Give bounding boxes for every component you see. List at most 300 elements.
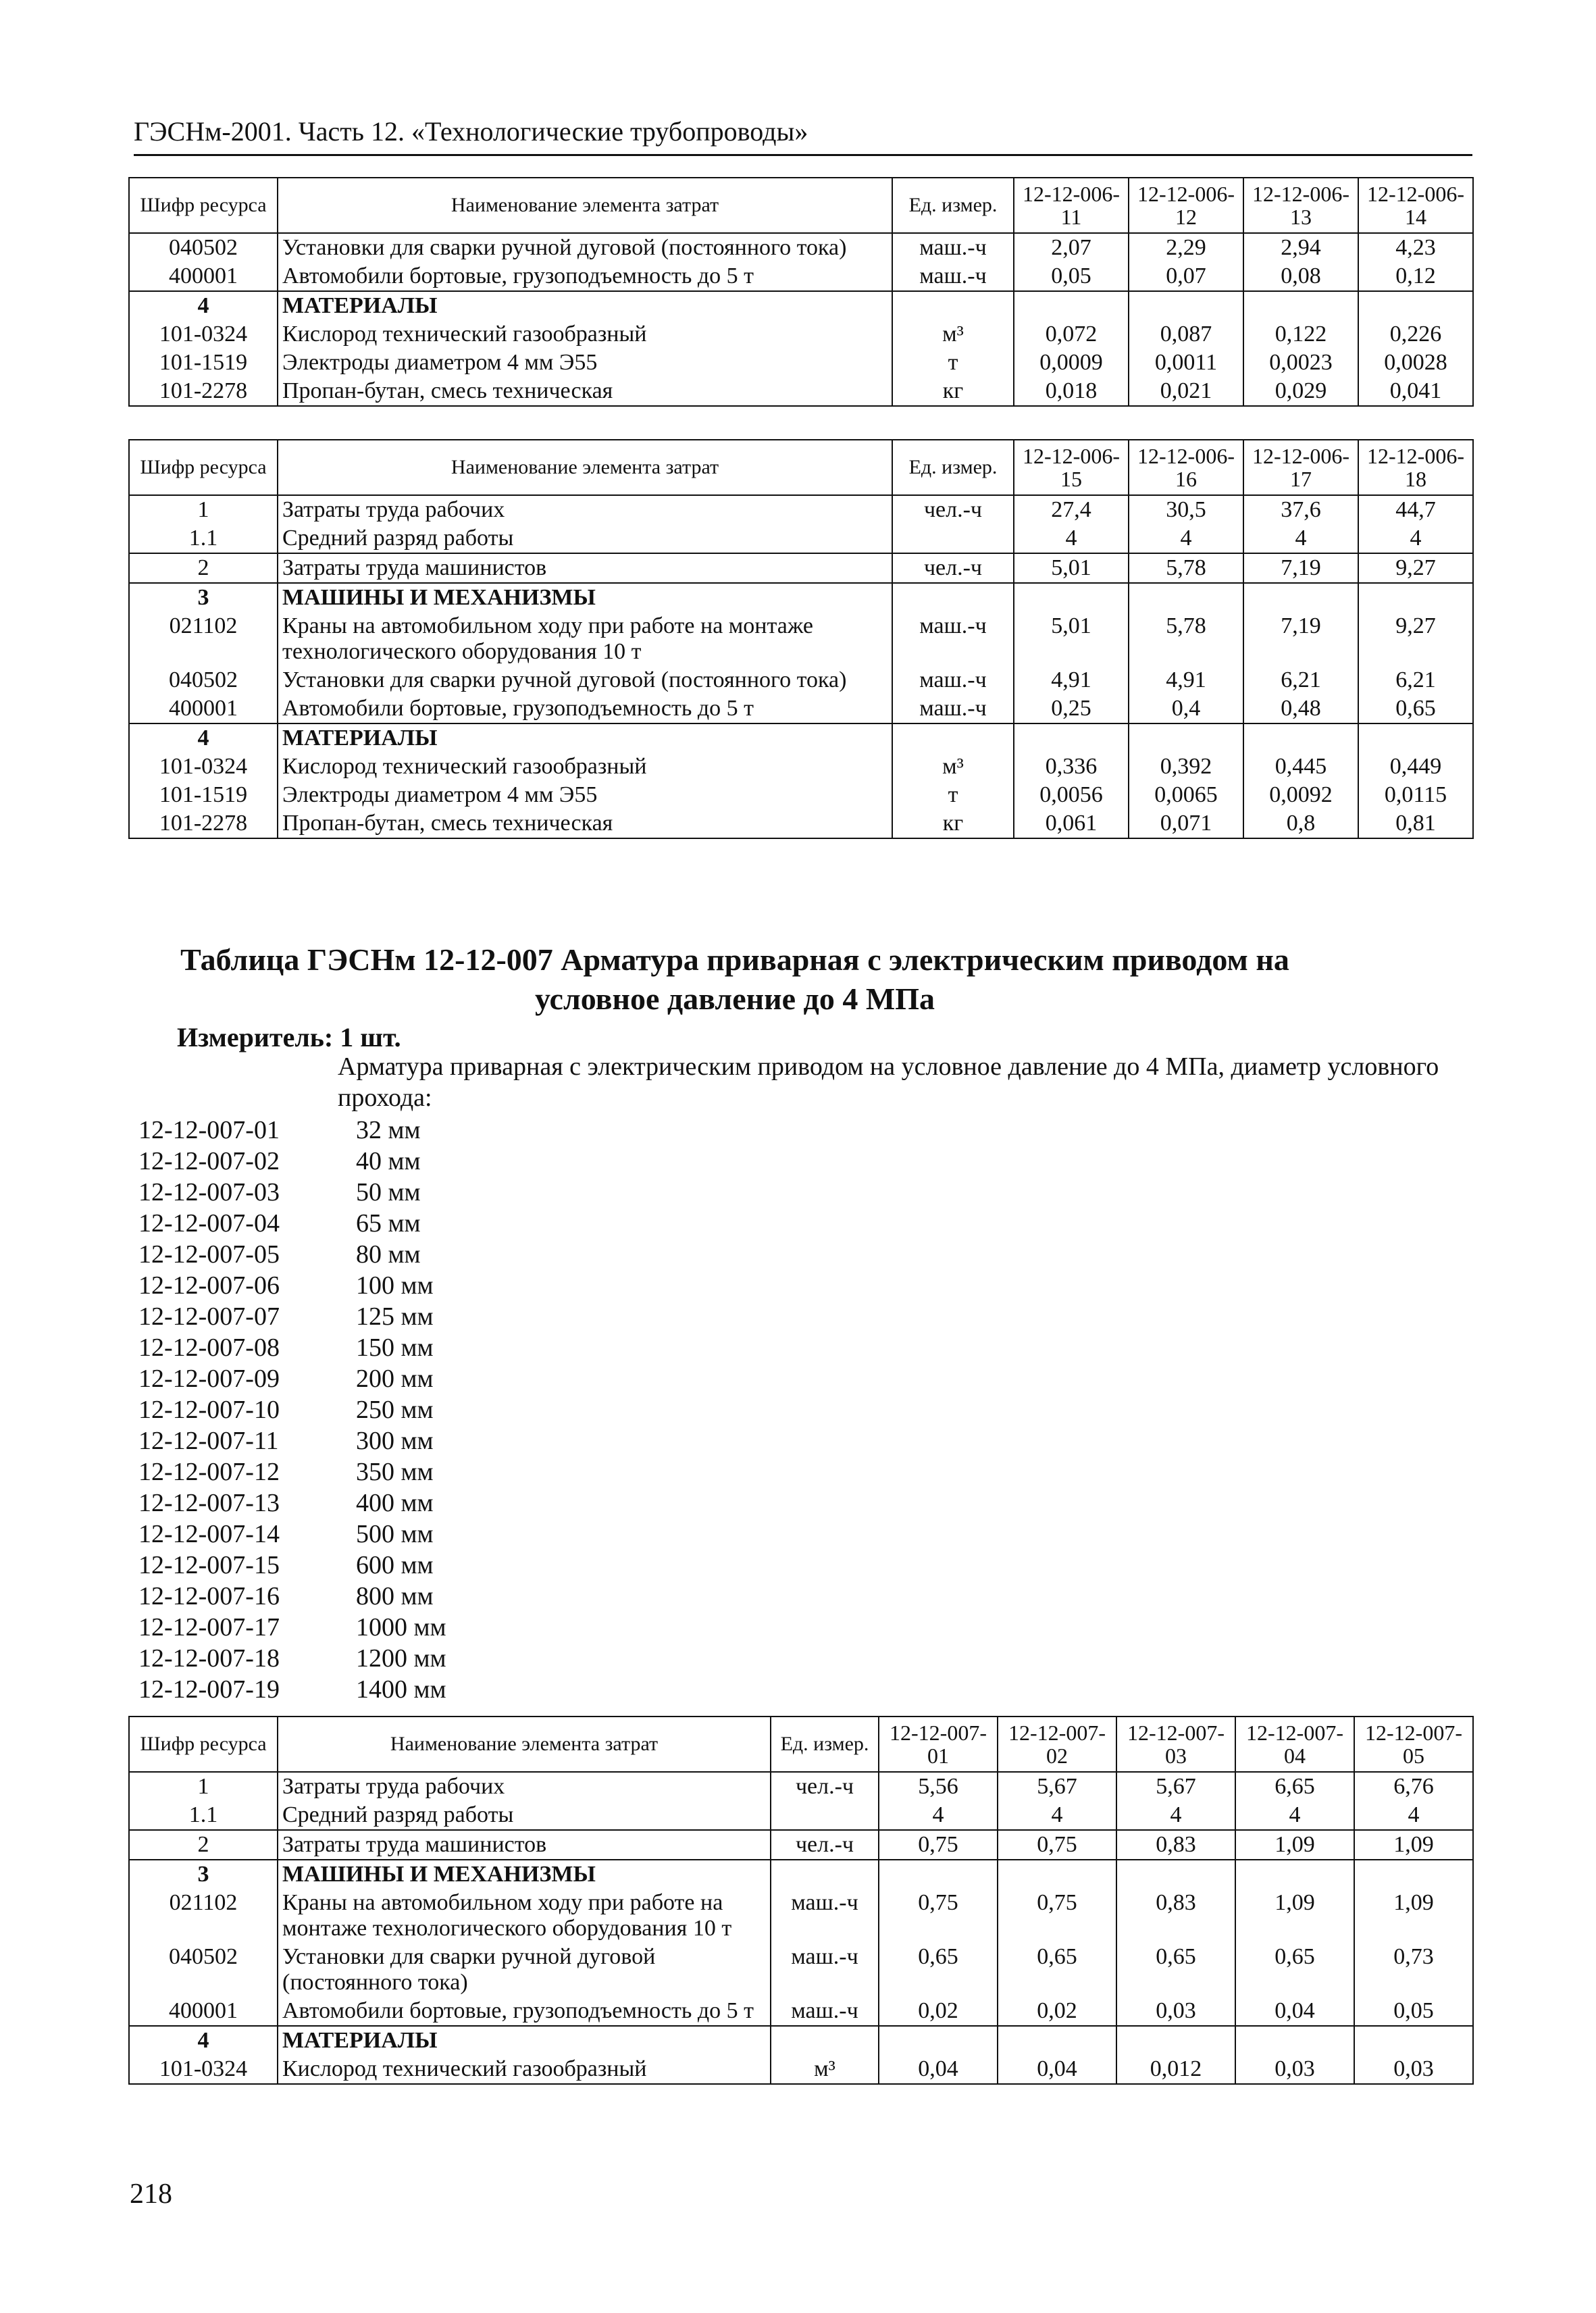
resource-name: Кислород технический газообразный	[278, 2055, 771, 2084]
value-cell	[1243, 583, 1358, 612]
resource-code: 3	[129, 1860, 278, 1889]
resource-name: Автомобили бортовые, грузоподъемность до 5 т	[278, 1997, 771, 2026]
table-row	[129, 1860, 1473, 1889]
item-size: 125 мм	[356, 1302, 434, 1331]
header-col: 12-12-006-16	[1129, 440, 1243, 495]
item-code: 12-12-007-03	[138, 1178, 280, 1206]
header-col: 12-12-007-04	[1235, 1717, 1354, 1772]
value-cell: 0,087	[1129, 320, 1243, 349]
resource-name: Установки для сварки ручной дуговой (постоянного тока)	[278, 1943, 771, 1997]
item-size: 65 мм	[356, 1209, 421, 1238]
value-cell: 4	[1129, 524, 1243, 553]
value-cell: 4	[1014, 524, 1129, 553]
item-size: 500 мм	[356, 1520, 434, 1548]
value-cell	[998, 2026, 1116, 2055]
item-size: 40 мм	[356, 1147, 421, 1175]
value-cell: 0,392	[1129, 753, 1243, 781]
value-cell: 0,48	[1243, 694, 1358, 723]
item-size: 300 мм	[356, 1427, 434, 1455]
unit-cell: маш.-ч	[771, 1943, 879, 1997]
cost-table-006-15-18	[128, 439, 1474, 839]
measure-line	[177, 1021, 401, 1054]
value-cell: 7,19	[1243, 553, 1358, 583]
table-row	[129, 495, 1473, 524]
unit-cell: маш.-ч	[892, 233, 1014, 262]
value-cell: 5,78	[1129, 553, 1243, 583]
table-row	[129, 666, 1473, 694]
value-cell	[1354, 1860, 1473, 1889]
unit-cell: кг	[892, 809, 1014, 838]
value-cell: 5,01	[1014, 612, 1129, 666]
table-row	[129, 291, 1473, 320]
value-cell: 1,09	[1354, 1830, 1473, 1860]
resource-code: 3	[129, 583, 278, 612]
table-row	[129, 553, 1473, 583]
value-cell: 4	[1235, 1801, 1354, 1830]
value-cell: 0,75	[998, 1889, 1116, 1943]
value-cell: 0,03	[1235, 2055, 1354, 2084]
value-cell: 30,5	[1129, 495, 1243, 524]
item-size: 200 мм	[356, 1365, 434, 1393]
cost-table-007-01-05	[128, 1716, 1474, 2085]
page-header: ГЭСНм-2001. Часть 12. «Технологические трубопроводы»	[134, 115, 1472, 156]
value-cell: 4	[998, 1801, 1116, 1830]
value-cell: 4	[1243, 524, 1358, 553]
resource-name: Кислород технический газообразный	[278, 753, 892, 781]
table-row	[129, 1772, 1473, 1801]
value-cell: 0,0092	[1243, 781, 1358, 809]
resource-code: 4	[129, 723, 278, 753]
item-code: 12-12-007-17	[138, 1613, 280, 1642]
value-cell	[1014, 291, 1129, 320]
resource-name: Установки для сварки ручной дуговой (постоянного тока)	[278, 666, 892, 694]
item-size: 250 мм	[356, 1396, 434, 1424]
unit-cell: кг	[892, 377, 1014, 406]
list-item	[138, 1425, 446, 1456]
value-cell: 0,08	[1243, 262, 1358, 291]
value-cell: 0,0065	[1129, 781, 1243, 809]
header-col: 12-12-007-05	[1354, 1717, 1473, 1772]
value-cell: 2,94	[1243, 233, 1358, 262]
value-cell: 0,041	[1358, 377, 1473, 406]
resource-name: Затраты труда машинистов	[278, 553, 892, 583]
value-cell: 0,05	[1014, 262, 1129, 291]
resource-code: 1	[129, 495, 278, 524]
item-size: 32 мм	[356, 1116, 421, 1144]
item-code: 12-12-007-08	[138, 1333, 280, 1362]
unit-cell	[892, 723, 1014, 753]
header-code: Шифр ресурса	[129, 178, 278, 233]
unit-cell	[771, 2026, 879, 2055]
unit-cell: маш.-ч	[892, 262, 1014, 291]
resource-code: 400001	[129, 1997, 278, 2026]
value-cell: 6,65	[1235, 1772, 1354, 1801]
list-item	[138, 1643, 446, 1674]
item-size: 1200 мм	[356, 1644, 446, 1673]
item-code: 12-12-007-16	[138, 1582, 280, 1610]
resource-code: 2	[129, 553, 278, 583]
header-col: 12-12-007-01	[879, 1717, 998, 1772]
header-col: 12-12-006-18	[1358, 440, 1473, 495]
value-cell: 0,04	[879, 2055, 998, 2084]
value-cell: 0,0056	[1014, 781, 1129, 809]
table-row	[129, 612, 1473, 666]
resource-name: МАТЕРИАЛЫ	[278, 291, 892, 320]
header-name: Наименование элемента затрат	[278, 178, 892, 233]
value-cell: 0,012	[1116, 2055, 1235, 2084]
value-cell: 0,83	[1116, 1889, 1235, 1943]
unit-cell	[892, 524, 1014, 553]
table-row	[129, 524, 1473, 553]
item-size: 150 мм	[356, 1333, 434, 1362]
value-cell: 0,81	[1358, 809, 1473, 838]
unit-cell: т	[892, 349, 1014, 377]
resource-name: МАШИНЫ И МЕХАНИЗМЫ	[278, 583, 892, 612]
list-item	[138, 1550, 446, 1581]
value-cell: 5,78	[1129, 612, 1243, 666]
resource-code: 101-2278	[129, 377, 278, 406]
list-item	[138, 1488, 446, 1519]
value-cell	[1014, 723, 1129, 753]
resource-name: Автомобили бортовые, грузоподъемность до 5 т	[278, 262, 892, 291]
header-col: 12-12-007-03	[1116, 1717, 1235, 1772]
resource-code: 1.1	[129, 1801, 278, 1830]
list-item	[138, 1270, 446, 1301]
unit-cell: чел.-ч	[771, 1772, 879, 1801]
table-row	[129, 262, 1473, 291]
resource-code: 400001	[129, 262, 278, 291]
header-name: Наименование элемента затрат	[278, 440, 892, 495]
value-cell: 2,29	[1129, 233, 1243, 262]
unit-cell: маш.-ч	[771, 1997, 879, 2026]
value-cell: 4	[879, 1801, 998, 1830]
value-cell: 0,75	[879, 1889, 998, 1943]
resource-name: Средний разряд работы	[278, 524, 892, 553]
list-item	[138, 1177, 446, 1208]
value-cell	[1243, 723, 1358, 753]
value-cell: 0,83	[1116, 1830, 1235, 1860]
table-row	[129, 1943, 1473, 1997]
value-cell	[1116, 1860, 1235, 1889]
item-size: 50 мм	[356, 1178, 421, 1206]
item-code: 12-12-007-19	[138, 1675, 280, 1704]
table-row	[129, 1889, 1473, 1943]
value-cell: 4	[1358, 524, 1473, 553]
resource-name: Затраты труда машинистов	[278, 1830, 771, 1860]
resource-code: 4	[129, 2026, 278, 2055]
list-item	[138, 1146, 446, 1177]
value-cell: 0,65	[1116, 1943, 1235, 1997]
value-cell	[1014, 583, 1129, 612]
resource-name: МАТЕРИАЛЫ	[278, 2026, 771, 2055]
table-row	[129, 2026, 1473, 2055]
header-col: 12-12-006-11	[1014, 178, 1129, 233]
resource-name: МАТЕРИАЛЫ	[278, 723, 892, 753]
value-cell	[1354, 2026, 1473, 2055]
value-cell: 0,25	[1014, 694, 1129, 723]
item-code: 12-12-007-15	[138, 1551, 280, 1579]
table-row	[129, 1801, 1473, 1830]
value-cell	[1129, 291, 1243, 320]
value-cell	[1235, 2026, 1354, 2055]
header-col: 12-12-006-14	[1358, 178, 1473, 233]
value-cell: 4,91	[1129, 666, 1243, 694]
value-cell: 0,122	[1243, 320, 1358, 349]
resource-name: Краны на автомобильном ходу при работе на монтаже технологического оборудования 10 т	[278, 1889, 771, 1943]
resource-code: 021102	[129, 612, 278, 666]
unit-cell: чел.-ч	[771, 1830, 879, 1860]
header-col: 12-12-006-15	[1014, 440, 1129, 495]
value-cell: 0,449	[1358, 753, 1473, 781]
value-cell: 0,4	[1129, 694, 1243, 723]
item-code: 12-12-007-14	[138, 1520, 280, 1548]
list-item	[138, 1581, 446, 1612]
value-cell	[1358, 723, 1473, 753]
unit-cell	[771, 1801, 879, 1830]
resource-code: 400001	[129, 694, 278, 723]
unit-cell: чел.-ч	[892, 553, 1014, 583]
value-cell: 0,0115	[1358, 781, 1473, 809]
value-cell: 7,19	[1243, 612, 1358, 666]
table-row	[129, 349, 1473, 377]
item-code: 12-12-007-06	[138, 1271, 280, 1300]
item-code: 12-12-007-05	[138, 1240, 280, 1269]
value-cell	[1243, 291, 1358, 320]
table-row	[129, 377, 1473, 406]
value-cell: 0,65	[1235, 1943, 1354, 1997]
value-cell: 6,76	[1354, 1772, 1473, 1801]
resource-code: 101-0324	[129, 320, 278, 349]
table-row	[129, 753, 1473, 781]
resource-code: 101-0324	[129, 753, 278, 781]
value-cell	[1129, 583, 1243, 612]
table-header-row	[129, 1717, 1473, 1772]
resource-name: Затраты труда рабочих	[278, 495, 892, 524]
resource-code: 040502	[129, 1943, 278, 1997]
resource-code: 101-1519	[129, 349, 278, 377]
item-size: 80 мм	[356, 1240, 421, 1269]
value-cell: 0,02	[998, 1997, 1116, 2026]
value-cell	[879, 1860, 998, 1889]
resource-code: 040502	[129, 233, 278, 262]
table-row	[129, 809, 1473, 838]
value-cell: 0,07	[1129, 262, 1243, 291]
value-cell	[1358, 583, 1473, 612]
table-row	[129, 320, 1473, 349]
item-code: 12-12-007-07	[138, 1302, 280, 1331]
item-size: 100 мм	[356, 1271, 434, 1300]
header-unit: Ед. измер.	[892, 440, 1014, 495]
value-cell: 0,65	[879, 1943, 998, 1997]
value-cell: 1,09	[1235, 1889, 1354, 1943]
value-cell: 4	[1354, 1801, 1473, 1830]
item-size: 1000 мм	[356, 1613, 446, 1642]
value-cell: 0,445	[1243, 753, 1358, 781]
value-cell: 0,0028	[1358, 349, 1473, 377]
resource-name: Пропан-бутан, смесь техническая	[278, 377, 892, 406]
table-row	[129, 583, 1473, 612]
resource-code: 1.1	[129, 524, 278, 553]
list-item	[138, 1239, 446, 1270]
header-col: 12-12-006-13	[1243, 178, 1358, 233]
value-cell: 6,21	[1358, 666, 1473, 694]
header-col: 12-12-006-12	[1129, 178, 1243, 233]
unit-cell	[892, 291, 1014, 320]
list-item	[138, 1301, 446, 1332]
resource-name: Пропан-бутан, смесь техническая	[278, 809, 892, 838]
item-size: 350 мм	[356, 1458, 434, 1486]
item-code: 12-12-007-12	[138, 1458, 280, 1486]
value-cell: 1,09	[1235, 1830, 1354, 1860]
value-cell: 0,73	[1354, 1943, 1473, 1997]
value-cell: 0,65	[1358, 694, 1473, 723]
value-cell: 0,029	[1243, 377, 1358, 406]
item-code: 12-12-007-18	[138, 1644, 280, 1673]
item-code: 12-12-007-02	[138, 1147, 280, 1175]
list-item	[138, 1332, 446, 1363]
resource-name: Затраты труда рабочих	[278, 1772, 771, 1801]
unit-cell: чел.-ч	[892, 495, 1014, 524]
resource-name: Краны на автомобильном ходу при работе на монтаже технологического оборудования 10 т	[278, 612, 892, 666]
resource-code: 4	[129, 291, 278, 320]
value-cell	[1235, 1860, 1354, 1889]
item-size: 800 мм	[356, 1582, 434, 1610]
value-cell: 0,05	[1354, 1997, 1473, 2026]
list-item	[138, 1115, 446, 1146]
unit-cell: маш.-ч	[892, 612, 1014, 666]
value-cell: 0,12	[1358, 262, 1473, 291]
value-cell	[1116, 2026, 1235, 2055]
resource-name: Электроды диаметром 4 мм Э55	[278, 349, 892, 377]
item-size: 400 мм	[356, 1489, 434, 1517]
value-cell: 0,226	[1358, 320, 1473, 349]
value-cell: 37,6	[1243, 495, 1358, 524]
value-cell: 0,03	[1354, 2055, 1473, 2084]
value-cell: 0,04	[998, 2055, 1116, 2084]
value-cell: 9,27	[1358, 553, 1473, 583]
unit-cell	[771, 1860, 879, 1889]
value-cell: 0,65	[998, 1943, 1116, 1997]
value-cell	[1129, 723, 1243, 753]
unit-cell: м³	[892, 320, 1014, 349]
list-item	[138, 1612, 446, 1643]
value-cell: 0,021	[1129, 377, 1243, 406]
value-cell: 0,0009	[1014, 349, 1129, 377]
resource-code: 101-1519	[129, 781, 278, 809]
cost-table-006-11-14	[128, 177, 1474, 407]
value-cell: 0,0011	[1129, 349, 1243, 377]
list-item	[138, 1519, 446, 1550]
value-cell: 4,91	[1014, 666, 1129, 694]
resource-code: 040502	[129, 666, 278, 694]
value-cell: 6,21	[1243, 666, 1358, 694]
value-cell: 0,8	[1243, 809, 1358, 838]
value-cell: 0,75	[879, 1830, 998, 1860]
header-unit: Ед. измер.	[892, 178, 1014, 233]
header-code: Шифр ресурса	[129, 1717, 278, 1772]
value-cell	[998, 1860, 1116, 1889]
table-row	[129, 1997, 1473, 2026]
table-row	[129, 781, 1473, 809]
value-cell: 0,75	[998, 1830, 1116, 1860]
measure-value: 1 шт.	[340, 1022, 401, 1052]
item-code: 12-12-007-13	[138, 1489, 280, 1517]
header-unit: Ед. измер.	[771, 1717, 879, 1772]
unit-cell: маш.-ч	[771, 1889, 879, 1943]
value-cell: 0,0023	[1243, 349, 1358, 377]
value-cell: 5,67	[1116, 1772, 1235, 1801]
value-cell: 2,07	[1014, 233, 1129, 262]
table-row	[129, 1830, 1473, 1860]
resource-code: 2	[129, 1830, 278, 1860]
table-row	[129, 233, 1473, 262]
value-cell: 4	[1116, 1801, 1235, 1830]
resource-code: 101-0324	[129, 2055, 278, 2084]
table-title: Таблица ГЭСНм 12-12-007 Арматура приварная с электрическим приводом на условное давление до 4 МПа	[180, 942, 1289, 1016]
code-list	[138, 1115, 446, 1705]
table-header-row	[129, 178, 1473, 233]
item-size: 600 мм	[356, 1551, 434, 1579]
value-cell: 9,27	[1358, 612, 1473, 666]
list-item	[138, 1363, 446, 1394]
resource-code: 021102	[129, 1889, 278, 1943]
unit-cell	[892, 583, 1014, 612]
table-row	[129, 694, 1473, 723]
header-code: Шифр ресурса	[129, 440, 278, 495]
unit-cell: маш.-ч	[892, 666, 1014, 694]
list-item	[138, 1674, 446, 1705]
value-cell: 0,018	[1014, 377, 1129, 406]
unit-cell: м³	[892, 753, 1014, 781]
value-cell: 27,4	[1014, 495, 1129, 524]
value-cell: 0,061	[1014, 809, 1129, 838]
value-cell: 1,09	[1354, 1889, 1473, 1943]
unit-cell: маш.-ч	[892, 694, 1014, 723]
resource-name: МАШИНЫ И МЕХАНИЗМЫ	[278, 1860, 771, 1889]
header-col: 12-12-006-17	[1243, 440, 1358, 495]
value-cell: 4,23	[1358, 233, 1473, 262]
table-row	[129, 2055, 1473, 2084]
value-cell: 5,67	[998, 1772, 1116, 1801]
table-row	[129, 723, 1473, 753]
value-cell: 5,01	[1014, 553, 1129, 583]
table-header-row	[129, 440, 1473, 495]
resource-name: Средний разряд работы	[278, 1801, 771, 1830]
item-code: 12-12-007-09	[138, 1365, 280, 1393]
intro-text: Арматура приварная с электрическим приводом на условное давление до 4 МПа, диаметр условного прохода:	[338, 1052, 1439, 1112]
header-name: Наименование элемента затрат	[278, 1717, 771, 1772]
item-code: 12-12-007-01	[138, 1116, 280, 1144]
item-code: 12-12-007-10	[138, 1396, 280, 1424]
unit-cell: т	[892, 781, 1014, 809]
value-cell: 0,03	[1116, 1997, 1235, 2026]
resource-name: Установки для сварки ручной дуговой (постоянного тока)	[278, 233, 892, 262]
value-cell: 44,7	[1358, 495, 1473, 524]
value-cell: 0,071	[1129, 809, 1243, 838]
value-cell	[879, 2026, 998, 2055]
resource-name: Кислород технический газообразный	[278, 320, 892, 349]
item-size: 1400 мм	[356, 1675, 446, 1704]
item-code: 12-12-007-11	[138, 1427, 279, 1455]
value-cell: 0,072	[1014, 320, 1129, 349]
header-col: 12-12-007-02	[998, 1717, 1116, 1772]
value-cell: 0,04	[1235, 1997, 1354, 2026]
page-number: 218	[130, 2179, 172, 2210]
item-code: 12-12-007-04	[138, 1209, 280, 1238]
resource-name: Автомобили бортовые, грузоподъемность до 5 т	[278, 694, 892, 723]
unit-cell: м³	[771, 2055, 879, 2084]
value-cell: 5,56	[879, 1772, 998, 1801]
